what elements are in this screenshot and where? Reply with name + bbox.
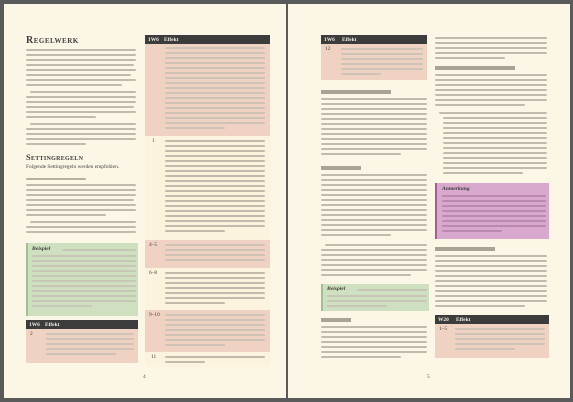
table-row: 4–5 — [145, 240, 270, 268]
table-row — [145, 44, 270, 136]
example-label: Beispiel — [327, 286, 346, 292]
table-col-effect: Effekt — [342, 36, 357, 43]
example-box — [26, 243, 138, 316]
table-row: 2 — [26, 329, 138, 363]
table-row: 1–5 — [435, 324, 549, 358]
section-title: Settingregeln — [26, 153, 84, 162]
page-number: 5 — [427, 374, 430, 380]
note-box — [435, 183, 549, 239]
page-title: Regelwerk — [26, 35, 79, 46]
table-col-dice: 1W6 — [29, 321, 40, 328]
page-left — [4, 4, 286, 398]
table-col-effect: Effekt — [45, 321, 60, 328]
table-header — [435, 315, 549, 324]
table-row: 9–10 — [145, 310, 270, 352]
page-number: 4 — [143, 374, 146, 380]
table-header — [145, 35, 270, 44]
table-header — [321, 35, 427, 44]
table-col-dice: 1W6 — [148, 36, 159, 43]
table-row: 1 — [145, 136, 270, 240]
note-label: Anmerkung — [442, 186, 470, 192]
table-row: 6–8 — [145, 268, 270, 310]
example-box — [321, 284, 429, 311]
section-intro: Folgende Settingregeln werden empfohlen. — [26, 164, 120, 170]
table-header — [26, 320, 138, 329]
table-row: 12 — [321, 44, 427, 80]
table-col-dice: W20 — [438, 316, 449, 323]
table-col-effect: Effekt — [164, 36, 179, 43]
table-col-dice: 1W6 — [324, 36, 335, 43]
example-label: Beispiel — [32, 246, 51, 252]
page-right — [288, 4, 570, 398]
table-row: 11 — [145, 352, 270, 367]
table-col-effect: Effekt — [456, 316, 471, 323]
